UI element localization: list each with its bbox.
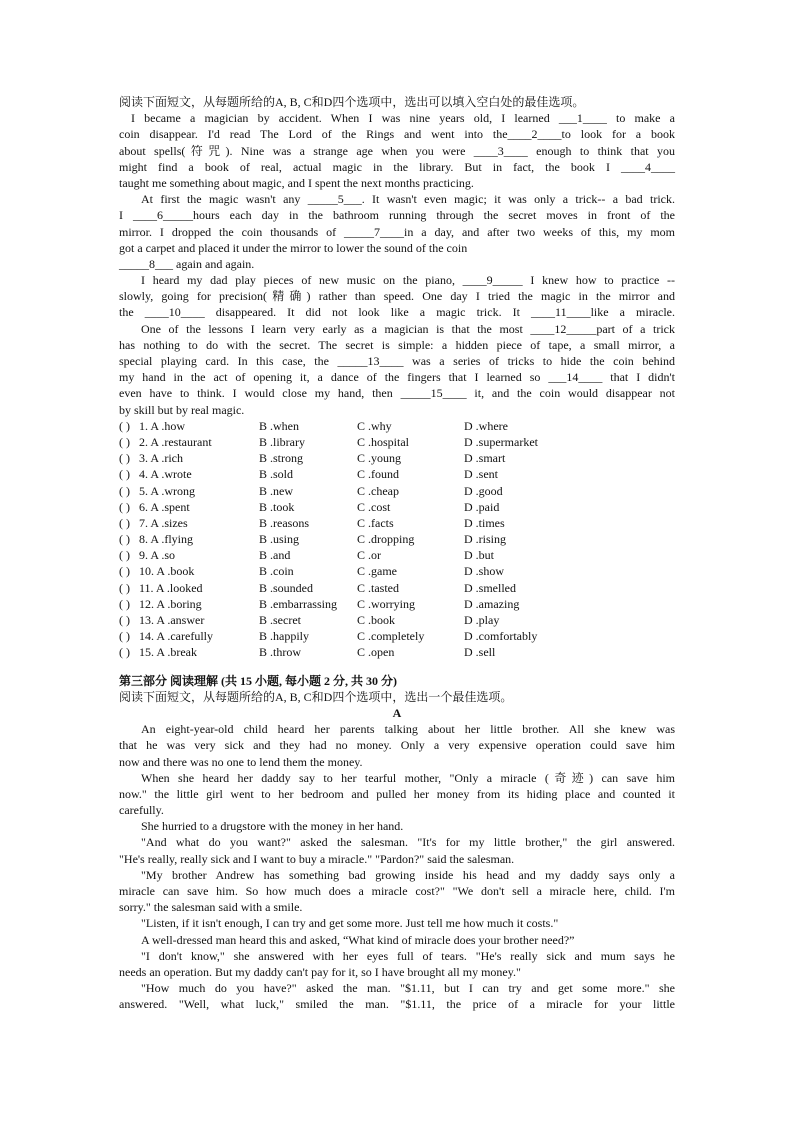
option-b: B .coin — [259, 564, 294, 579]
option-c: C .found — [357, 467, 399, 482]
answer-blank[interactable]: ( ) — [119, 467, 130, 482]
reading-line: When she heard her daddy say to her tearful mother, "Only a miracle (奇迹) can save him — [141, 770, 675, 785]
cloze-line: At first the magic wasn't any _____5___. It wasn't even magic; it was only a trick-- a bad trick. — [141, 192, 675, 207]
option-b: B .and — [259, 548, 291, 563]
option-a: 8. A .flying — [139, 532, 194, 547]
answer-blank[interactable]: ( ) — [119, 548, 130, 563]
question-row — [119, 515, 675, 531]
question-row — [119, 580, 675, 596]
option-a: 15. A .break — [139, 645, 197, 660]
option-b: B .sounded — [259, 580, 313, 595]
option-d: D .where — [464, 418, 508, 433]
option-d: D .amazing — [464, 596, 520, 611]
cloze-line: my hand in the act of opening it, a dance of the fingers that I learned so ___14____ that I didn't — [119, 370, 675, 385]
option-b: B .library — [259, 434, 305, 449]
question-row — [119, 450, 675, 466]
option-a: 12. A .boring — [139, 596, 202, 611]
question-row — [119, 547, 675, 563]
option-d: D .good — [464, 483, 503, 498]
cloze-line: One of the lessons I learn very early as a magician is that the most ____12_____part of a trick — [141, 321, 675, 336]
option-c: C .or — [357, 548, 381, 563]
option-b: B .when — [259, 418, 299, 433]
answer-blank[interactable]: ( ) — [119, 613, 130, 627]
option-d: D .smart — [464, 451, 506, 466]
reading-line: "Listen, if it isn't enough, I can try and get some more. Just tell me how much it costs." — [141, 916, 559, 931]
option-c: C .completely — [357, 629, 425, 644]
answer-blank[interactable]: ( ) — [119, 483, 130, 498]
answer-blank[interactable]: ( ) — [119, 580, 130, 595]
option-c: C .worrying — [357, 596, 415, 611]
question-row — [119, 628, 675, 644]
option-c: C .why — [357, 418, 392, 433]
option-b: B .embarrassing — [259, 596, 337, 611]
answer-blank[interactable]: ( ) — [119, 515, 130, 530]
option-d: D .paid — [464, 499, 500, 514]
cloze-line: coin disappear. I'd read The Lord of the Rings and went into the____2____to look for a book — [119, 127, 675, 142]
option-c: C .dropping — [357, 532, 415, 547]
cloze-line: the ____10____ disappeared. It did not look like a magic trick. It ____11____like a miracle. — [119, 305, 675, 320]
reading-line: sorry." the salesman said with a smile. — [119, 900, 303, 915]
section-heading: 第三部分 阅读理解 (共 15 小题, 每小题 2 分, 共 30 分) — [119, 673, 397, 688]
option-a: 11. A .looked — [139, 580, 203, 595]
answer-blank[interactable]: ( ) — [119, 645, 130, 660]
answer-blank[interactable]: ( ) — [119, 451, 130, 466]
option-b: B .using — [259, 532, 300, 547]
question-row — [119, 596, 675, 612]
reading-line: "He's really, really sick and I want to buy a miracle." "Pardon?" said the salesman. — [119, 851, 515, 866]
cloze-line: I ____6_____hours each day in the bathroom running through the secret moves in front of the — [119, 208, 675, 223]
cloze-line: might find a book of real, actual magic in the library. But in fact, the book I ____4____ — [119, 159, 675, 174]
option-d: D .but — [464, 548, 494, 563]
exam-page — [119, 94, 675, 1013]
reading-line: answered. "Well, what luck," smiled the man. "$1.11, the price of a miracle for your little — [119, 997, 675, 1012]
option-c: C .facts — [357, 515, 394, 530]
question-row — [119, 612, 675, 628]
option-d: D .show — [464, 564, 505, 579]
cloze-question-list — [119, 418, 675, 661]
option-b: B .throw — [259, 645, 301, 660]
reading-line: "I don't know," she answered with her eyes full of tears. "He's really sick and mum says he — [141, 948, 675, 963]
reading-line: "How much do you have?" asked the man. "$1.11, but I can try and get some more." she — [141, 981, 675, 996]
option-a: 10. A .book — [139, 564, 195, 579]
question-row — [119, 418, 675, 434]
cloze-instruction: 阅读下面短文，从每题所给的A, B, C和D四个选项中，选出可以填入空白处的最佳选项。 — [119, 95, 585, 109]
reading-line: now." the little girl went to her bedroom and pulled her money from its hiding place and counted it — [119, 786, 675, 801]
reading-line: now and there was no one to lend them the money. — [119, 754, 363, 769]
option-c: C .tasted — [357, 580, 399, 595]
option-a: 1. A .how — [139, 418, 186, 433]
option-a: 3. A .rich — [139, 451, 183, 466]
option-c: C .open — [357, 645, 395, 660]
reading-line: needs an operation. But my daddy can't pay for it, so I have brought all my money." — [119, 964, 521, 979]
option-d: D .play — [464, 613, 500, 627]
answer-blank[interactable]: ( ) — [119, 596, 130, 611]
option-c: C .cheap — [357, 483, 399, 498]
answer-blank[interactable]: ( ) — [119, 499, 130, 514]
cloze-line: mirror. I dropped the coin thousands of _____7____in a day, and after two weeks of this, my mom — [119, 224, 675, 239]
option-d: D .sell — [464, 645, 496, 660]
reading-line: carefully. — [119, 803, 164, 818]
reading-line: A well-dressed man heard this and asked, “What kind of miracle does your brother need?” — [141, 932, 575, 947]
answer-blank[interactable]: ( ) — [119, 418, 130, 433]
option-d: D .sent — [464, 467, 498, 482]
cloze-line: I heard my dad play pieces of new music on the piano, ____9_____ I knew how to practice -- — [141, 273, 675, 288]
option-b: B .reasons — [259, 515, 309, 530]
cloze-line: I became a magician by accident. When I was nine years old, I learned ___1____ to make a — [131, 111, 675, 126]
cloze-line: got a carpet and placed it under the mirror to lower the sound of the coin — [119, 240, 468, 255]
option-a: 7. A .sizes — [139, 515, 188, 530]
option-d: D .rising — [464, 532, 506, 547]
option-c: C .young — [357, 451, 402, 466]
option-d: D .smelled — [464, 580, 516, 595]
option-b: B .happily — [259, 629, 309, 644]
option-c: C .game — [357, 564, 397, 579]
cloze-line: by skill but by real magic. — [119, 402, 245, 417]
question-row — [119, 434, 675, 450]
cloze-line: has nothing to do with the secret. The secret is simple: a hidden piece of tape, a small mirror, a — [119, 337, 675, 352]
option-b: B .sold — [259, 467, 294, 482]
option-a: 9. A .so — [139, 548, 176, 563]
cloze-line: even have to think. I would close my hand, then _____15____ it, and the coin would disappear not — [119, 386, 675, 401]
question-row — [119, 563, 675, 579]
option-a: 4. A .wrote — [139, 467, 192, 482]
question-row — [119, 644, 675, 660]
option-b: B .took — [259, 499, 295, 514]
option-b: B .new — [259, 483, 293, 498]
answer-blank[interactable]: ( ) — [119, 629, 130, 644]
option-a: 6. A .spent — [139, 499, 190, 514]
answer-blank[interactable]: ( ) — [119, 532, 130, 547]
cloze-line: taught me something about magic, and I spent the next months practicing. — [119, 175, 474, 190]
answer-blank[interactable]: ( ) — [119, 564, 130, 579]
reading-instruction: 阅读下面短文，从每题所给的A, B, C和D四个选项中，选出一个最佳选项。 — [119, 689, 513, 704]
option-c: C .book — [357, 613, 396, 627]
option-b: B .secret — [259, 613, 301, 627]
answer-blank[interactable]: ( ) — [119, 434, 130, 449]
question-row — [119, 483, 675, 499]
option-a: 13. A .answer — [139, 613, 205, 627]
option-c: C .cost — [357, 499, 391, 514]
option-d: D .times — [464, 515, 505, 530]
reading-line: that he was very sick and they had no money. Only a very expensive operation could save him — [119, 738, 675, 753]
question-row — [119, 499, 675, 515]
option-a: 2. A .restaurant — [139, 434, 212, 449]
cloze-line: about spells(符咒). Nine was a strange age when you were ____3____ enough to think that you — [119, 143, 675, 158]
option-b: B .strong — [259, 451, 304, 466]
reading-line: She hurried to a drugstore with the money in her hand. — [141, 819, 404, 834]
option-d: D .comfortably — [464, 629, 538, 644]
reading-line: An eight-year-old child heard her parents talking about her little brother. All she knew was — [141, 722, 675, 737]
option-d: D .supermarket — [464, 434, 538, 449]
option-a: 5. A .wrong — [139, 483, 196, 498]
option-c: C .hospital — [357, 434, 410, 449]
option-a: 14. A .carefully — [139, 629, 213, 644]
cloze-line: special playing card. In this case, the _____13____ was a series of tricks to hide the coin behind — [119, 354, 675, 368]
cloze-line: _____8___ again and again. — [119, 256, 255, 271]
question-row — [119, 531, 675, 547]
reading-line: miracle can save him. So how much does a miracle cost?" "We don't sell a miracle here, child. I'm — [119, 884, 675, 898]
reading-line: "And what do you want?" asked the salesman. "It's for my little brother," the girl answered. — [141, 835, 675, 850]
question-row — [119, 466, 675, 482]
passage-label: A — [392, 705, 402, 720]
cloze-line: slowly, going for precision(精确) rather than speed. One day I tried the magic in the mirror and — [119, 289, 675, 304]
reading-line: "My brother Andrew has something bad growing inside his head and my daddy says only a — [141, 867, 675, 882]
